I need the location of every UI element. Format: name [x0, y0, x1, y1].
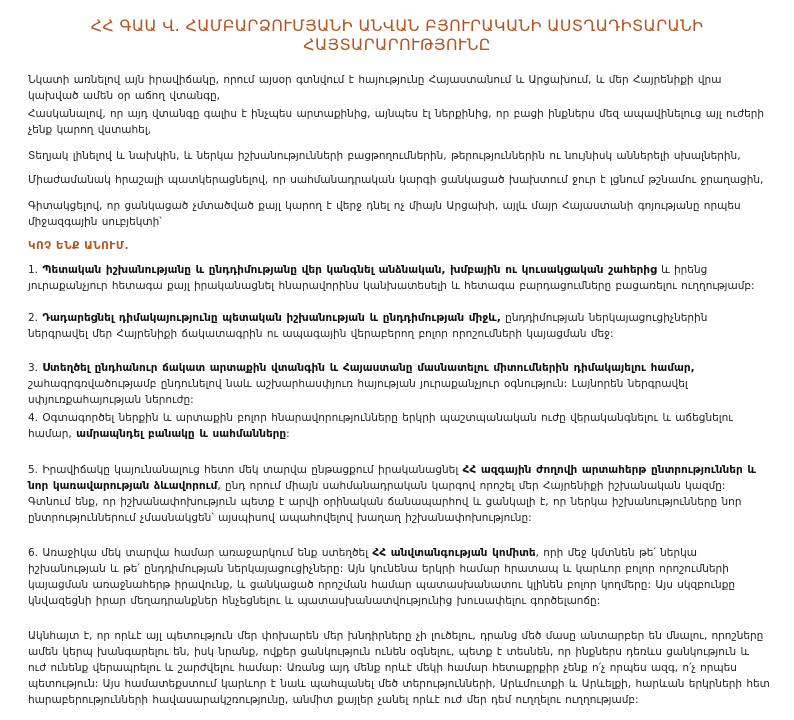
- item-text-end: , որի մեջ կմտնեն թե՛ ներկա իշխանության և թե՛ ընդդիմության ներկայացուցիչները: Այն կունենա երկրի համար հրատապ և կարևոր բոլոր որոշումների կայացման առաջնահերթ իրավունք, և ցանկացած որոշման համար պատասխանատու կլինեն բոլոր կողմերը: Այս սկզբունքը կնվազեցնի իրար մեղադրանքներ հնչեցնելու և պատասխանատվությունից խուսափելու գործելաոճը:: [28, 547, 736, 607]
- item-text: և իրենց յուրաքանչյուր հետագա քայլ իրականացնել հնարավորինս կանխատեսելի և հետագա բարդացումները բացառելու ուղղությամբ:: [28, 264, 755, 292]
- call-item-6: [28, 545, 770, 609]
- intro-paragraph-5: Գիտակցելով, որ ցանկացած չմտածված քայլ կարող է վերջ դնել ոչ միայն Արցախի, այլև մայր Հայաստանի գոյությանը որպես միջազգային սուբյեկտի՝: [28, 200, 741, 228]
- item-bold: Դադարեցնել դիմակայությունը պետական իշխանության և ընդդիմության միջև,: [42, 312, 501, 324]
- item-number: 3.: [28, 362, 39, 374]
- intro-paragraph-1: Նկատի առնելով այն իրավիճակը, որում այսօր գտնվում է հայությունը Հայաստանում և Արցախում, և մեր Հայրենիքի վրա կախված ամեն օր աճող վտանգը,: [28, 74, 722, 102]
- intro-paragraph-4: Միաժամանակ հրաշալի պատկերացնելով, որ սահմանադրական կարգի ցանկացած խախտում ջուր է լցնում թշնամու ջրաղացին,: [28, 174, 764, 186]
- item-number: 5.: [28, 464, 39, 476]
- call-item-4: [28, 410, 770, 442]
- page-title: [60, 16, 734, 54]
- item-bold: Պետական իշխանությանը և ընդդիմությանը վեր կանգնել անձնական, խմբային ու կուսակցական շահերից: [42, 264, 657, 276]
- item-bold: Ստեղծել ընդհանուր ճակատ արտաքին վտանգին և Հայաստանը մասնատելու միտումներին դիմակայելու համար,: [42, 362, 695, 374]
- item-number: 2.: [28, 312, 39, 324]
- item-bold: ամրապնդել բանակը և սահմանները: [76, 428, 287, 440]
- call-heading: ԿՈՉ ԵՆՔ ԱՆՈՒՄ.: [28, 240, 130, 252]
- intro-paragraph-3: Տեղյակ լինելով և նախկին, և ներկա իշխանությունների բացթողումներին, թերություններին ու նույնիսկ աններելի սխալներին,: [28, 150, 741, 162]
- intro-paragraph-2: Հասկանալով, որ այդ վտանգը գալիս է ինչպես արտաքինից, այնպես էլ ներքինից, որ բացի ինքներս մեզ ապավինելուց այլ ուժերի չենք կարող վստահել,: [28, 108, 765, 136]
- title-line-1: ՀՀ ԳԱԱ Վ. ՀԱՄԲԱՐՁՈՒՄՅԱՆԻ ԱՆՎԱՆ ԲՅՈՒՐԱԿԱՆԻ ԱՍՏՂԱԴԻՏԱՐԱՆԻ: [90, 16, 704, 35]
- closing-paragraph: Ակնհայտ է, որ որևէ այլ պետություն մեր փոխարեն մեր խնդիրները չի լուծելու, դրանց մեծ մասը անտարբեր են մնալու, որոշները ամեն կերպ խանգարելու են, իսկ նրանք, ովքեր ցանկություն ունեն օգնելու, պետք է տեսնեն, որ ինքներս դեռևս ցանկություն և ուժ ունենք վերապրելու և շարժվելու համար: Առանց այդ մենք որևէ մեկի համար հետաքրքիր չենք ո՛չ որպես ազգ, ո՛չ որպես պետություն: Այս համատեքստում կարևոր է նաև պահպանել մեծ տերությունների, Արևմուտքի և Արևելքի, հարևան երկրների հետ հարաբերությունների հավասարակշռությունը, անմիտ քայլեր չանել որևէ ուժ մեր դեմ ուղղելու ուղղությամբ:: [28, 630, 770, 706]
- title-line-2: ՀԱՅՏԱՐԱՐՈՒԹՅՈՒՆԸ: [303, 35, 491, 54]
- item-number: 6.: [28, 547, 39, 559]
- item-text: ընդդիմության ներկայացուցիչներին ներգրավել մեր Հայրենիքի ճակատագրին ու ապագային վերաբերող բոլոր որոշումների կայացման մեջ:: [28, 312, 708, 340]
- item-text: Առաջիկա մեկ տարվա համար առաջարկում ենք ստեղծել: [38, 547, 373, 559]
- item-text: շահագրգռվածությամբ ընդունելով նաև աշխարհասփյուռ հայության յուրաքանչյուր օգնություն: Լայնորեն ներգրավել սփյուռքահայության ներուժը:: [28, 378, 688, 406]
- item-text-end: , ընդ որում միայն սահմանադրական կարգով որոշել մեր Հայրենիքի իշխանական կազմը: Գտնում ենք, որ իշխանափոխություն պետք է արվի օրինական ճանապարհով և ցանկալի է, որ ներկա իշխանությունները նոր ընտրություններում չմասնակցեն՝ այսպիսով ապահովելով խաղաղ իշխանափոխությունը:: [28, 480, 742, 524]
- call-item-2: [28, 310, 770, 342]
- item-text: Իրավիճակը կայունանալուց հետո մեկ տարվա ընթացքում իրականացնել: [38, 464, 463, 476]
- item-bold: ՀՀ անվտանգության կոմիտե: [372, 547, 536, 559]
- item-number: 1.: [28, 264, 39, 276]
- call-item-5: [28, 462, 770, 526]
- item-text: Օգտագործել ներքին և արտաքին բոլոր հնարավորությունները երկրի պաշտպանական ուժը վերականգնելու և աճեցնելու համար,: [28, 412, 733, 440]
- call-item-3: [28, 360, 770, 408]
- item-text-end: :: [286, 428, 290, 440]
- item-bold: ՀՀ ազգային ժողովի արտահերթ ընտրություններ և նոր կառավարության ձևավորում: [28, 464, 756, 492]
- item-number: 4.: [28, 412, 39, 424]
- call-item-1: [28, 262, 770, 294]
